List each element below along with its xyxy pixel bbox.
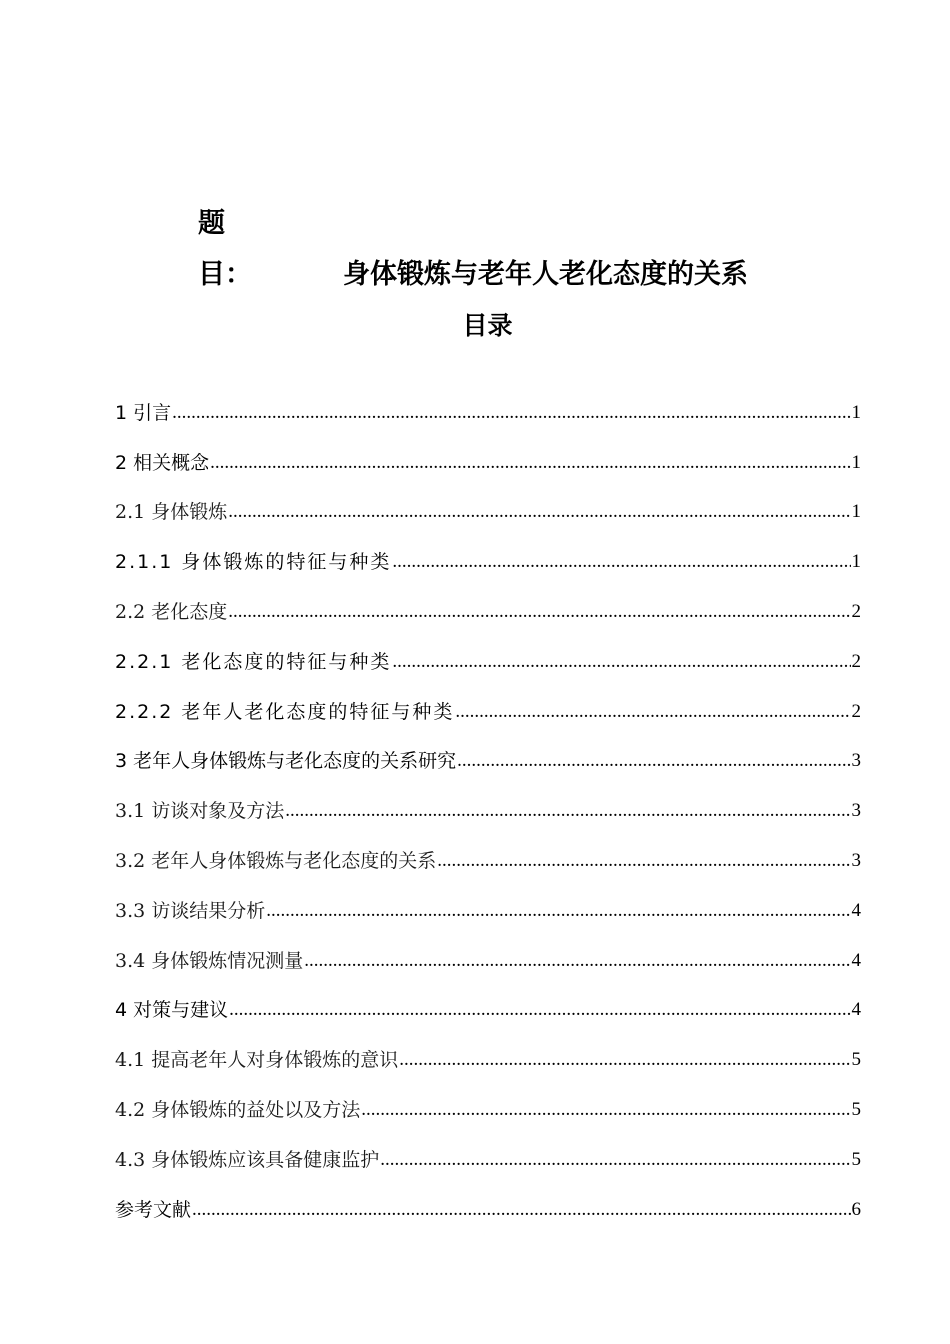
toc-entry[interactable] xyxy=(115,426,861,476)
toc-entry[interactable] xyxy=(115,1123,861,1173)
toc-entry[interactable] xyxy=(115,824,861,874)
toc-entry[interactable] xyxy=(115,924,861,974)
toc-dot-leader xyxy=(380,1147,850,1173)
toc-entry-page-number: 1 xyxy=(851,551,861,573)
toc-entry-page-number: 3 xyxy=(851,750,861,772)
toc-entry-page-number: 1 xyxy=(851,401,861,423)
toc-entry-label: 4 对策与建议 xyxy=(115,999,229,1022)
toc-entry[interactable] xyxy=(115,874,861,924)
toc-dot-leader xyxy=(361,1097,850,1123)
toc-entry[interactable] xyxy=(115,725,861,775)
toc-dot-leader xyxy=(228,599,850,625)
toc-dot-leader xyxy=(392,549,850,575)
toc-dot-leader xyxy=(285,798,850,824)
toc-dot-leader xyxy=(457,748,850,774)
toc-heading: 目录 xyxy=(462,311,513,340)
toc-entry-page-number: 5 xyxy=(851,1148,861,1170)
toc-entry-label: 4.3 身体锻炼应该具备健康监护 xyxy=(115,1148,380,1171)
toc-dot-leader xyxy=(399,1047,850,1073)
toc-entry[interactable] xyxy=(115,1023,861,1073)
toc-entry-page-number: 2 xyxy=(851,650,861,672)
toc-dot-leader xyxy=(437,848,850,874)
toc-entry-page-number: 1 xyxy=(851,451,861,473)
toc-dot-leader xyxy=(266,898,850,924)
toc-entry-label: 2.2 老化态度 xyxy=(115,600,228,623)
toc-entry-page-number: 6 xyxy=(851,1198,861,1220)
toc-entry-label: 3.4 身体锻炼情况测量 xyxy=(115,949,304,972)
toc-entry[interactable] xyxy=(115,525,861,575)
toc-entry[interactable] xyxy=(115,476,861,526)
toc-entry-label: 4.1 提高老年人对身体锻炼的意识 xyxy=(115,1049,399,1072)
toc-dot-leader xyxy=(392,649,850,675)
toc-entry-page-number: 1 xyxy=(851,501,861,523)
toc-entry-label: 2.2.2 老年人老化态度的特征与种类 xyxy=(115,700,455,723)
toc-entry[interactable] xyxy=(115,376,861,426)
toc-entry-page-number: 5 xyxy=(851,1049,861,1071)
toc-entry[interactable] xyxy=(115,675,861,725)
toc-entry-label: 3.1 访谈对象及方法 xyxy=(115,800,285,823)
toc-entry[interactable] xyxy=(115,1073,861,1123)
toc-entry-label: 3.2 老年人身体锻炼与老化态度的关系 xyxy=(115,849,437,872)
toc-entry-page-number: 4 xyxy=(851,949,861,971)
toc-dot-leader xyxy=(210,450,850,476)
toc-entry-label: 参考文献 xyxy=(115,1198,192,1221)
toc-entry-page-number: 3 xyxy=(851,800,861,822)
toc-entry-page-number: 3 xyxy=(851,849,861,871)
toc-entry-label: 1 引言 xyxy=(115,401,172,424)
toc-entry[interactable] xyxy=(115,774,861,824)
toc-entry-label: 2.1.1 身体锻炼的特征与种类 xyxy=(115,551,392,574)
toc-entry-label: 2.1 身体锻炼 xyxy=(115,501,228,524)
toc-entry-label: 4.2 身体锻炼的益处以及方法 xyxy=(115,1098,361,1121)
toc-dot-leader xyxy=(228,499,850,525)
toc-dot-leader xyxy=(304,948,850,974)
toc-entry[interactable] xyxy=(115,575,861,625)
title-label-char2: 目： xyxy=(198,259,252,290)
toc-dot-leader xyxy=(172,400,850,426)
toc-entry-page-number: 4 xyxy=(851,999,861,1021)
toc-dot-leader xyxy=(192,1197,850,1223)
toc-dot-leader xyxy=(229,997,850,1023)
toc-entry-page-number: 4 xyxy=(851,899,861,921)
toc-entry[interactable] xyxy=(115,1173,861,1223)
toc-entry-label: 3.3 访谈结果分析 xyxy=(115,899,266,922)
title-label-char1: 题 xyxy=(198,208,225,239)
toc-entry-label: 2.2.1 老化态度的特征与种类 xyxy=(115,650,392,673)
toc-entry-label: 3 老年人身体锻炼与老化态度的关系研究 xyxy=(115,750,457,773)
toc-entry-page-number: 2 xyxy=(851,700,861,722)
toc-entry[interactable] xyxy=(115,625,861,675)
toc-entry-page-number: 5 xyxy=(851,1098,861,1120)
toc-entry-label: 2 相关概念 xyxy=(115,451,210,474)
toc-dot-leader xyxy=(455,699,850,725)
toc-entry-page-number: 2 xyxy=(851,600,861,622)
toc-entry[interactable] xyxy=(115,974,861,1024)
document-title: 身体锻炼与老年人老化态度的关系 xyxy=(343,259,748,290)
table-of-contents xyxy=(115,376,861,1223)
